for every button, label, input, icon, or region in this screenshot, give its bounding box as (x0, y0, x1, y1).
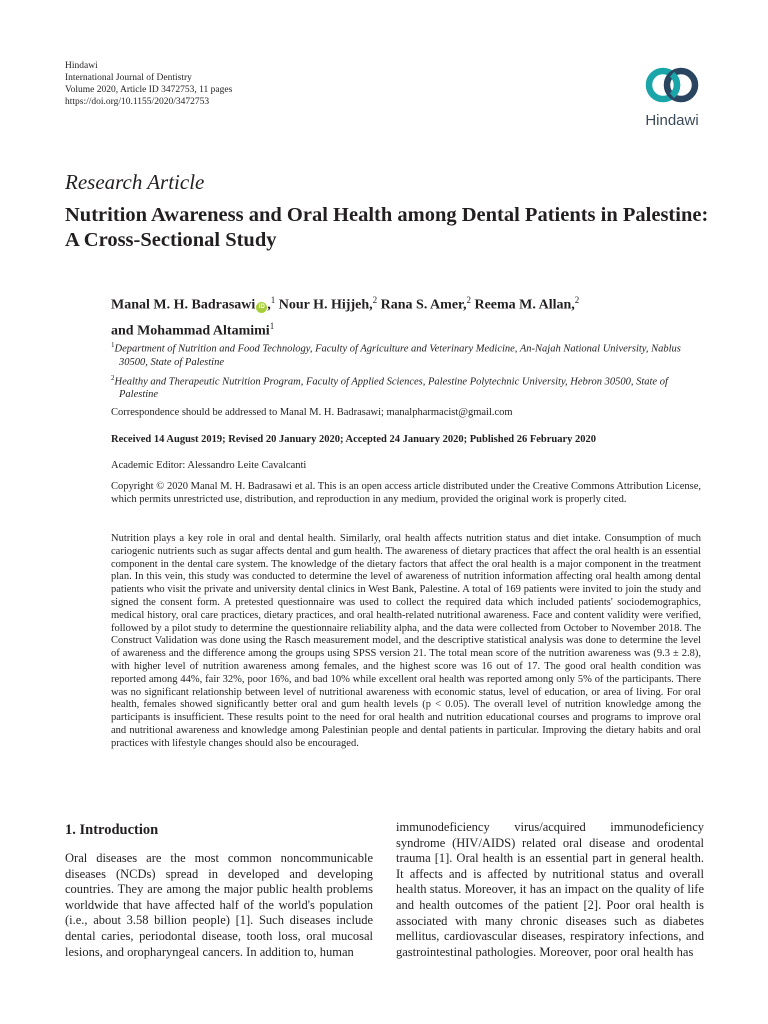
author-affiliation-mark: 2 (466, 295, 471, 305)
doi-link[interactable]: https://doi.org/10.1155/2020/3472753 (65, 97, 210, 107)
section-heading-introduction: 1. Introduction (65, 822, 159, 838)
author-affiliation-mark: 1 (269, 320, 275, 331)
hindawi-logo-text: Hindawi (645, 112, 699, 129)
copyright-notice: Copyright © 2020 Manal M. H. Badrasawi et al. This is an open access article distributed under the Creative Commons Attribution License, which permits unrestricted use, distribution, and reproduction in any medium, provided the original work is properly cited. (111, 481, 701, 505)
body-column-left: Oral diseases are the most common noncommunicable diseases (NCDs) spread in developed and developing countries. They are among the major public health problems worldwide that have affected half of the world's population (i.e., about 3.58 billion people) [1]. Such diseases include dental caries, periodontal disease, tooth loss, oral mucosal lesions, and oropharyngeal cancers. In addition to, human (65, 851, 373, 959)
publisher-name: Hindawi (65, 61, 98, 71)
hindawi-logo-icon (632, 58, 712, 112)
author-name: Reema M. Allan, (474, 297, 575, 313)
author-name: Manal M. H. Badrasawi (111, 297, 256, 313)
affiliation-text: Healthy and Therapeutic Nutrition Program, Faculty of Applied Sciences, Palestine Polytechnic University, Hebron 30500, State of Palestine (114, 376, 668, 400)
publication-dates: Received 14 August 2019; Revised 20 January 2020; Accepted 24 January 2020; Published 26 February 2020 (111, 434, 597, 445)
body-column-right: immunodeficiency virus/acquired immunodeficiency syndrome (HIV/AIDS) related oral disease and orodental trauma [1]. Oral health is an essential part in general health. It affects and is affected by nutritional status and overall health status. Moreover, it has an impact on the quality of life and health outcomes of the patient [2]. Poor oral health is associated with many chronic diseases such as diabetes mellitus, cardiovascular diseases, respiratory infections, and gastrointestinal pathologies. Moreover, poor oral health has (396, 820, 704, 959)
article-type: Research Article (65, 170, 205, 194)
author-affiliation-mark: 2 (372, 295, 378, 305)
author-affiliation-mark: 1 (270, 295, 276, 305)
paper-title: Nutrition Awareness and Oral Health among Dental Patients in Palestine: A Cross-Sectional Study (65, 204, 709, 251)
affiliation-text: Department of Nutrition and Food Technology, Faculty of Agriculture and Veterinary Medicine, An-Najah National University, Nablus 30500, State of Palestine (114, 343, 681, 368)
hindawi-logo (632, 58, 712, 134)
academic-editor: Academic Editor: Alessandro Leite Cavalcanti (111, 460, 307, 471)
affiliation-item (111, 372, 701, 402)
correspondence-note: Correspondence should be addressed to Manal M. H. Badrasawi; manalpharmacist@gmail.com (111, 407, 513, 418)
author-list: Manal M. H. Badrasawi iD ,$^1$ Nour H. Hijjeh,$^2$ Rana S. Amer,$^2$ Reema M. Allan,$^2$ and Mohammad Altamimi$^1$ (111, 295, 580, 339)
volume-info: Volume 2020, Article ID 3472753, 11 pages (65, 85, 233, 95)
author-affiliation-mark: 2 (574, 295, 580, 305)
journal-header (65, 60, 232, 108)
affiliation-number: 1 (111, 341, 115, 349)
affiliation-item (111, 339, 701, 369)
journal-name: International Journal of Dentistry (65, 73, 192, 83)
orcid-icon[interactable]: iD (256, 302, 267, 313)
abstract-text: Nutrition plays a key role in oral and dental health. Similarly, oral health affects nutrition status and diet intake. Consumption of much cariogenic nutrients such as sugar affects dental and gum health. The awareness of dietary practices that affect the oral health is an essential component in the dental care system. The knowledge of the dietary factors that affect the oral health is a major component in the treatment plan. In this vein, this study was conducted to determine the level of awareness of nutrition information affecting oral health among dental patients who visit the private and university dental clinics in West Bank, Palestine. A total of 169 patients were invited to join the study and signed the consent form. A pretested questionnaire was used to collect the required data which included patients' sociodemographics, medical history, oral care practices, dietary practices, and oral health-related nutritional awareness. Face and content validity were verified, followed by a pilot study to determine the questionnaire reliability alpha, and the data were collected from October to November 2018. The Construct Validation was done using the Rasch measurement model, and the descriptive statistical analysis was done to determine the level of awareness and the difference among the groups using SPSS version 21. The total mean score of the nutrition awareness was (9.3 ± 2.8), with higher level of nutrition awareness among females, and the highest score was 16 out of 17. The good oral health condition was reported among 44%, fair 32%, poor 16%, and bad 10% while excellent oral health was reported among only 5% of the participants. There was no significant relationship between level of nutritional awareness with economic status, level of education, or area of living. For oral health, females showed significantly better oral and gum health levels (p < 0.05). The overall level of nutrition knowledge among the participants is insufficient. These results point to the need for oral health and nutrition educational courses and programs to improve oral and nutritional awareness and knowledge among Palestinian people and dental patients in particular. Improving the dietary habits and oral practices with lifestyle changes should also be encouraged. (111, 533, 701, 749)
author-name: and Mohammad Altamimi (111, 323, 270, 339)
author-name: Rana S. Amer, (380, 297, 467, 313)
affiliation-number: 2 (111, 373, 115, 382)
affiliations (111, 339, 701, 404)
author-name: Nour H. Hijjeh, (278, 297, 373, 313)
